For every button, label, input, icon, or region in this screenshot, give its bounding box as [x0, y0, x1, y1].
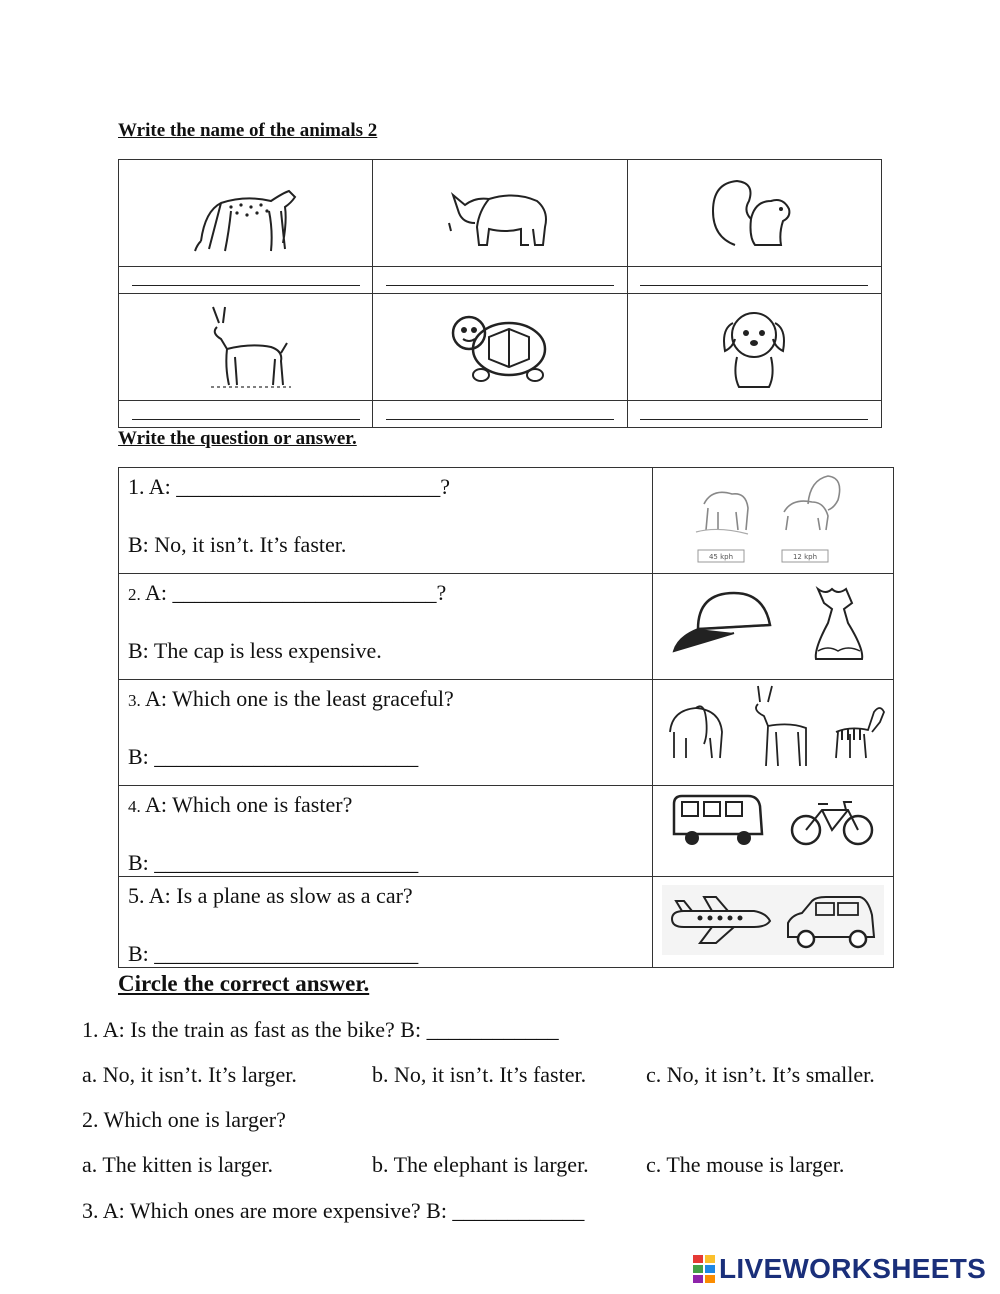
answer-blank[interactable] [640, 269, 868, 286]
q1-option-c[interactable]: c. No, it isn’t. It’s smaller. [646, 1062, 875, 1087]
qa-text-cell [119, 468, 653, 574]
logo-text: LIVEWORKSHEETS [719, 1253, 987, 1284]
answer-line: B: No, it isn’t. It’s faster. [128, 532, 347, 557]
speed-label-1: 45 kph [708, 553, 734, 561]
animal-cell [627, 294, 881, 401]
answer-line[interactable]: B: ________________________ [128, 941, 419, 966]
squirrel-icon [699, 171, 809, 255]
q1-option-b[interactable]: b. No, it isn’t. It’s faster. [372, 1062, 587, 1087]
cap-and-dress-icon [668, 579, 878, 669]
circle-question-2: 2. Which one is larger? [82, 1107, 286, 1132]
qa-image-cell [653, 786, 894, 877]
question-line: 5. A: Is a plane as slow as a car? [128, 883, 413, 908]
puppy-icon [699, 301, 809, 393]
q2-option-c[interactable]: c. The mouse is larger. [646, 1152, 845, 1177]
section-heading-animals: Write the name of the animals 2 [118, 120, 378, 141]
bus-and-bicycle-icon [668, 790, 878, 852]
plane-and-car-icon [662, 885, 884, 955]
animal-cell [119, 294, 373, 401]
elephant-gazelle-zebra-icon [660, 682, 886, 778]
gazelle-icon [191, 303, 301, 391]
qa-image-cell [653, 574, 894, 680]
animal-cell [373, 294, 627, 401]
section-heading-qa: Write the question or answer. [118, 428, 357, 449]
answer-blank[interactable] [640, 403, 868, 420]
answer-line[interactable]: B: ________________________ [128, 850, 419, 875]
logo-mark-icon [693, 1255, 717, 1283]
circle-question-1: 1. A: Is the train as fast as the bike? B: ____________ [82, 1017, 559, 1042]
answer-blank[interactable] [386, 269, 614, 286]
speed-label-2: 12 kph [792, 553, 818, 561]
question-answer-table [118, 467, 894, 968]
answer-blank[interactable] [386, 403, 614, 420]
circle-question-3: 3. A: Which ones are more expensive? B: ____________ [82, 1198, 585, 1223]
q2-option-a[interactable]: a. The kitten is larger. [82, 1152, 274, 1177]
answer-line: B: The cap is less expensive. [128, 638, 382, 663]
answer-cell[interactable] [627, 401, 881, 428]
qa-text-cell [119, 574, 653, 680]
answer-cell[interactable] [373, 401, 627, 428]
animal-cell [119, 160, 373, 267]
q1-option-a[interactable]: a. No, it isn’t. It’s larger. [82, 1062, 297, 1087]
answer-cell[interactable] [627, 267, 881, 294]
qa-image-cell [653, 877, 894, 968]
polar-bear-and-skunk-icon [688, 468, 858, 568]
question-line[interactable]: 2. A: ________________________? [128, 580, 447, 605]
answer-cell[interactable] [373, 267, 627, 294]
answer-line[interactable]: B: ________________________ [128, 744, 419, 769]
answer-blank[interactable] [132, 403, 360, 420]
qa-text-cell [119, 786, 653, 877]
section-heading-circle: Circle the correct answer. [118, 971, 370, 996]
animal-cell [373, 160, 627, 267]
q2-option-b[interactable]: b. The elephant is larger. [372, 1152, 589, 1177]
qa-text-cell [119, 680, 653, 786]
qa-text-cell [119, 877, 653, 968]
animal-cell [627, 160, 881, 267]
question-line: 3. A: Which one is the least graceful? [128, 686, 454, 711]
answer-cell[interactable] [119, 267, 373, 294]
answer-cell[interactable] [119, 401, 373, 428]
liveworksheets-logo [693, 1253, 986, 1285]
question-line: 4. A: Which one is faster? [128, 792, 353, 817]
answer-blank[interactable] [132, 269, 360, 286]
animal-names-table [118, 159, 882, 428]
qa-image-cell [653, 468, 894, 574]
turtle-icon [445, 303, 555, 391]
qa-image-cell [653, 680, 894, 786]
rhino-icon [445, 171, 555, 255]
cheetah-icon [191, 171, 301, 255]
question-line[interactable]: 1. A: ________________________? [128, 474, 451, 499]
